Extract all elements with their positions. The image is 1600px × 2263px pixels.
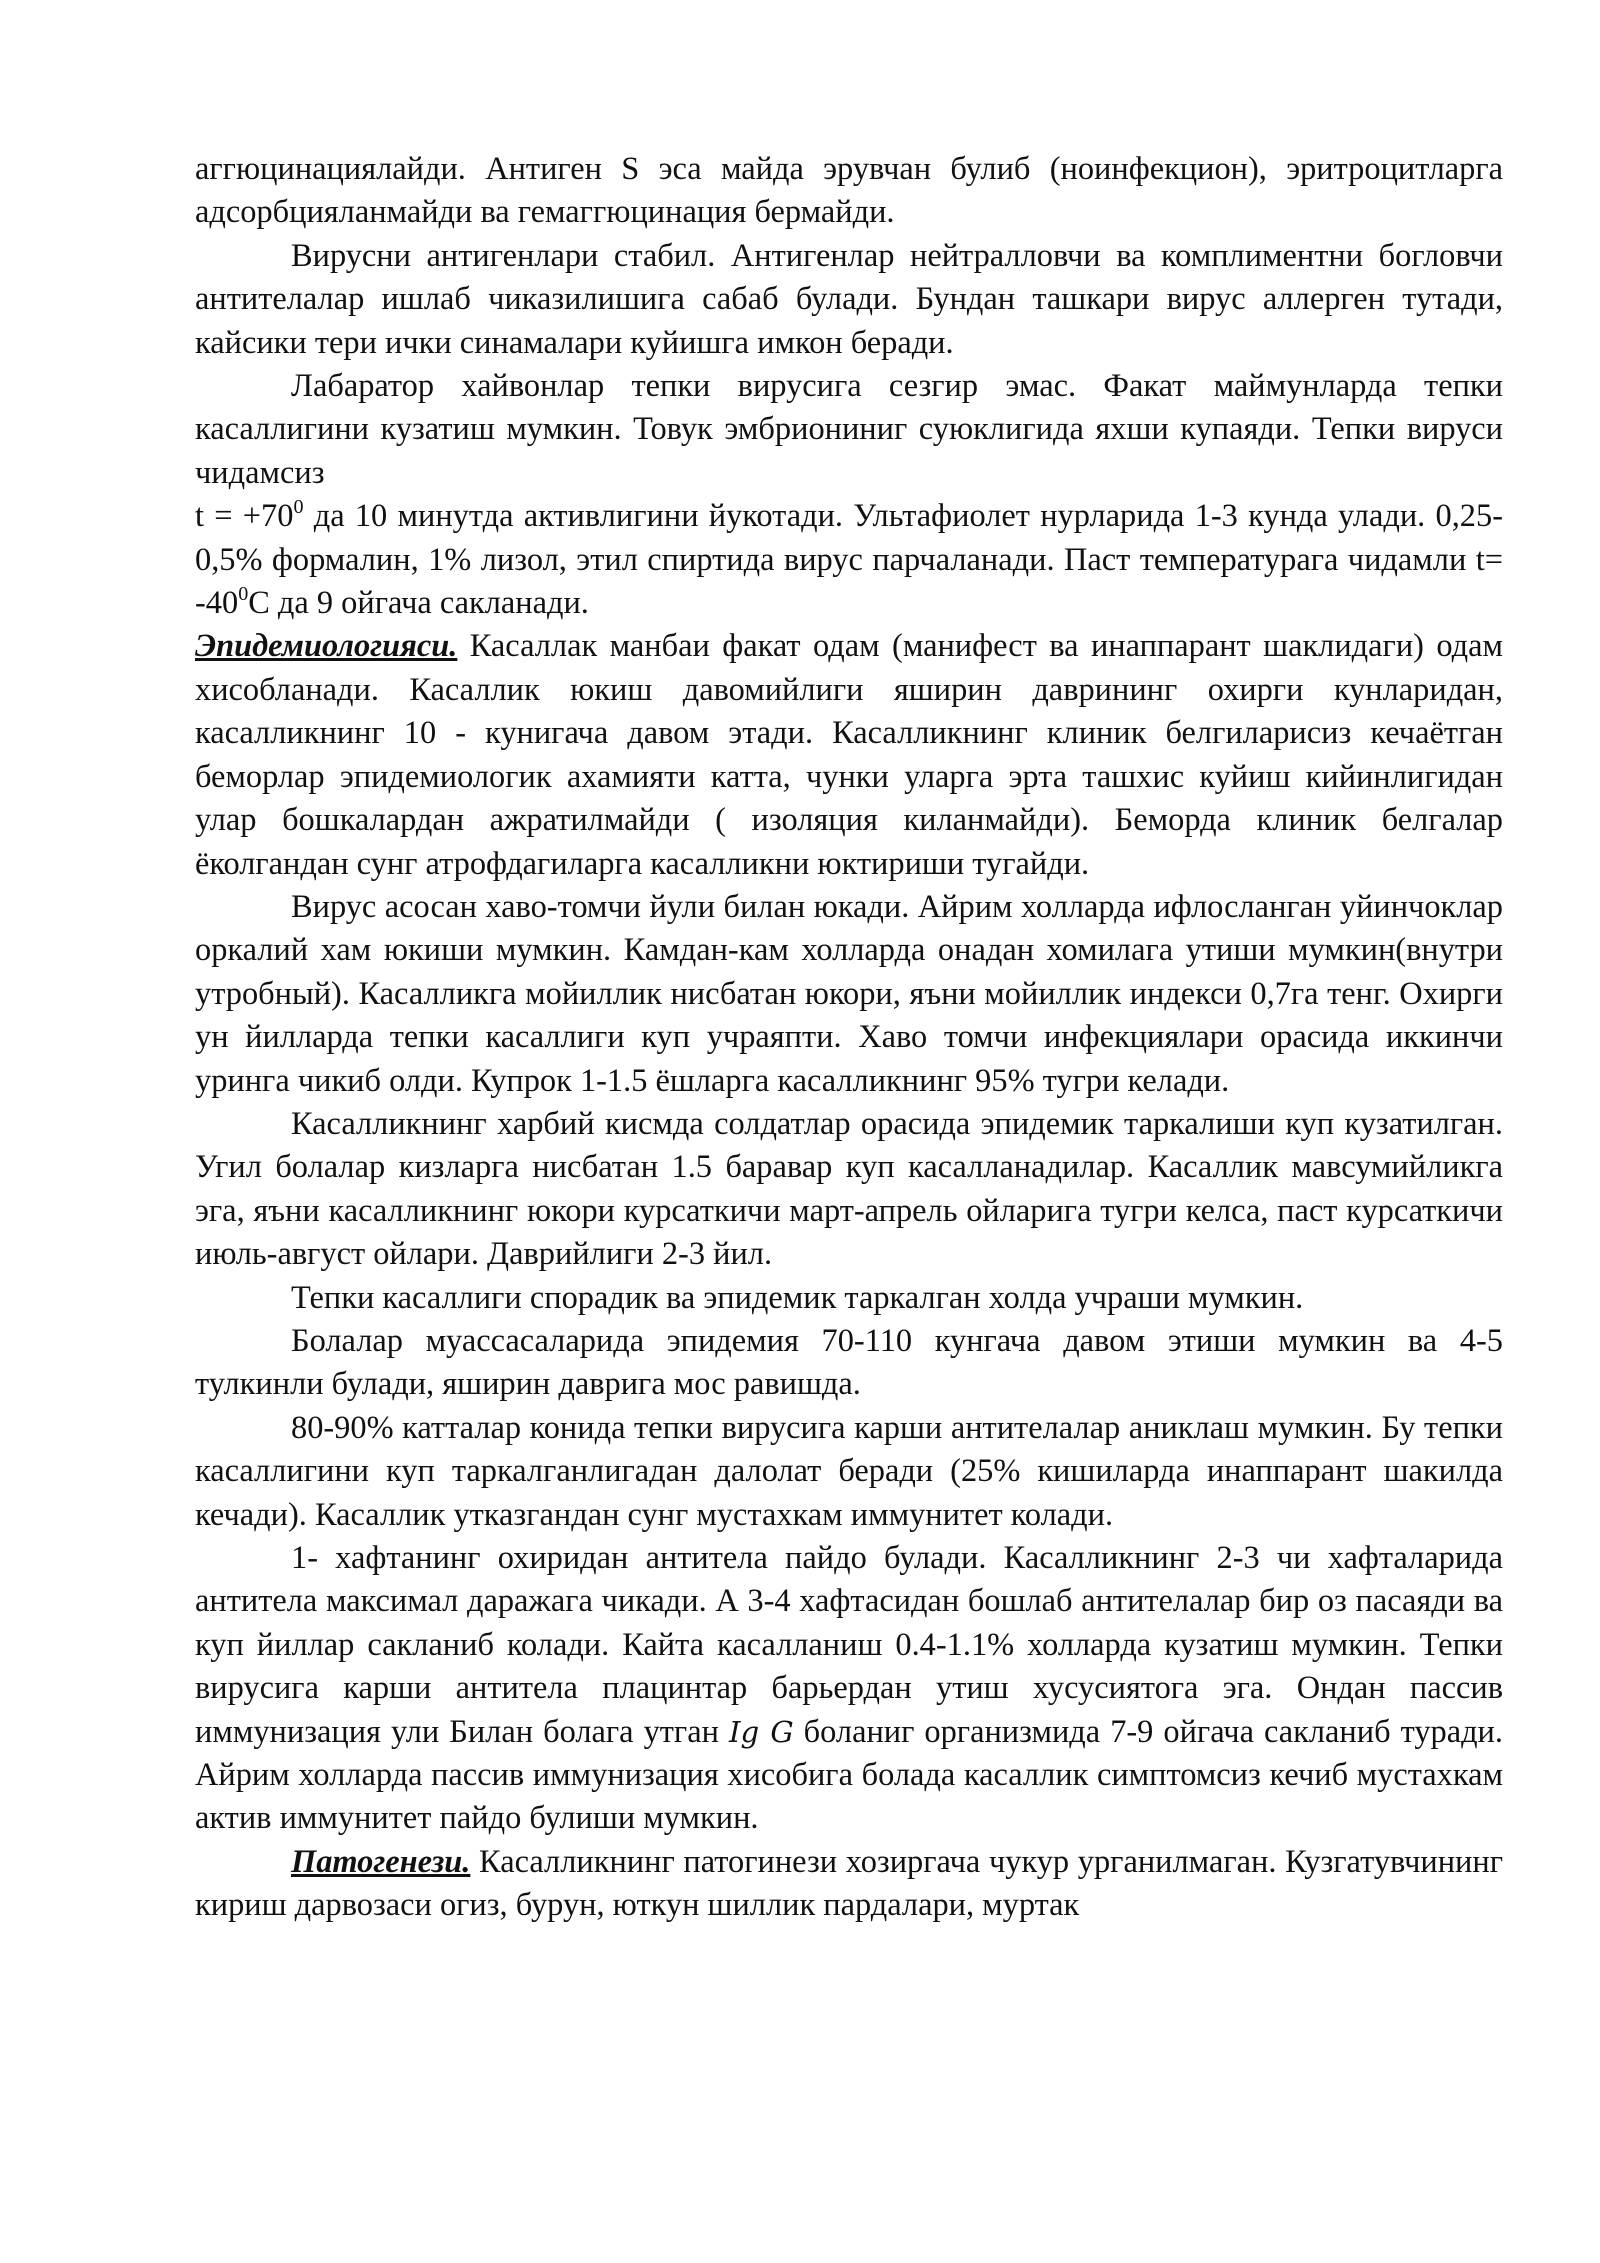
paragraph-epidemiology: Эпидемиологияси. Касаллак манбаи факат одам (манифест ва инаппарант шаклидаги) одам хисобланади. Касаллик юкиш давомийлиги яширин даврининг охирги кунларидан, касалликнинг 10 - кунигача давом этади. Касалликнинг клиник белгиларисиз кечаётган беморлар эпидемиологик ахамияти катта, чунки уларга эрта ташхис куйиш кийинлигидан улар бошкалардан ажратилмайди ( изоляция киланмайди). Беморда клиник белгалар ёколгандан сунг атрофдагиларга касалликни юктириши тугайди. <box>195 628 1503 882</box>
paragraph-pathogenesis: Патогенези. Касалликнинг патогинези хозиргача чукур урганилмаган. Кузгатувчининг кириш дарвозаси огиз, бурун, юткун шиллик пардалари, муртак <box>195 1843 1503 1924</box>
section-heading-epidemiology: Эпидемиологияси. <box>195 628 458 665</box>
immunoglobulin-label: Ig G <box>728 1714 794 1749</box>
document-body <box>195 148 1503 1928</box>
degree-superscript: 0 <box>293 496 304 519</box>
paragraph-lab-animals: Лабаратор хайвонлар тепки вирусига сезгир эмас. Факат маймунларда тепки касаллигини кузатиш мумкин. Товук эмбриониниг суюклигида яхши купаяди. Тепки вируси чидамсиз <box>195 368 1503 491</box>
paragraph-antigens: Вирусни антигенлари стабил. Антигенлар нейтралловчи ва комплиментни богловчи антителалар ишлаб чиказилишига сабаб булади. Бундан ташкари вирус аллерген тутади, кайсики тери ички синамалари куйишга имкон беради. <box>195 237 1503 361</box>
paragraph-institutions: Болалар муассасаларида эпидемия 70-110 кунгача давом этиши мумкин ва 4-5 тулкинли булади, яширин даврига мос равишда. <box>195 1322 1503 1403</box>
paragraph-transmission: Вирус асосан хаво-томчи йули билан юкади. Айрим холларда ифлосланган уйинчоклар оркалий хам юкиши мумкин. Камдан-кам холларда онадан хомилага утиши мумкин(внутри утробный). Касалликга мойиллик нисбатан юкори, яъни мойиллик индекси 0,7га тенг. Охирги ун йилларда тепки касаллиги куп учраяпти. Хаво томчи инфекциялари орасида иккинчи уринга чикиб олди. Купрок 1-1.5 ёшларга касалликнинг 95% тугри келади. <box>195 888 1503 1099</box>
paragraph-antibodies-timeline: 1- хафтанинг охиридан антитела пайдо булади. Касалликнинг 2-3 чи хафталарида антитела максимал даражага чикади. А 3-4 хафтасидан бошлаб антителалар бир оз пасаяди ва куп йиллар сакланиб колади. Кайта касалланиш 0.4-1.1% холларда кузатиш мумкин. Тепки вирусига карши антитела плацинтар барьердан утиш хусусиятога эга. Ондан пассив иммунизация ули Билан болага утган Ig G боланиг организмида 7-9 ойгача сакланиб туради. Айрим холларда пассив иммунизация хисобига болада касаллик симптомсиз кечиб мустахкам актив иммунитет пайдо булиши мумкин. <box>195 1540 1503 1837</box>
paragraph-antibodies-adults: 80-90% катталар конида тепки вирусига карши антителалар аниклаш мумкин. Бу тепки касаллигини куп таркалганлигадан далолат беради (25% кишиларда инаппарант шакилда кечади). Касаллик утказгандан сунг мустахкам иммунитет колади. <box>195 1409 1503 1533</box>
paragraph-sporadic: Тепки касаллиги спорадик ва эпидемик таркалган холда учраши мумкин. <box>291 1279 1304 1316</box>
paragraph-resistance: $t = +70^0$ да 10 минутда активлигини йукотади. Ультафиолет нурларида 1-3 кунда улади. 0,25-0,5% формалин, 1% лизол, этил спиртида вирус парчаланади. Паст температурага чидамли $t= -40^0С$ да 9 ойгача сакланади. <box>195 496 1503 622</box>
section-heading-pathogenesis: Патогенези. <box>291 1843 471 1880</box>
paragraph-military: Касалликнинг харбий кисмда солдатлар орасида эпидемик таркалиши куп кузатилган. Угил болалар кизларга нисбатан 1.5 баравар куп касалланадилар. Касаллик мавсумийликга эга, яъни касалликнинг юкори курсаткичи март-апрель ойларига тугри келса, паст курсаткичи июль-август ойлари. Даврийлиги 2-3 йил. <box>195 1105 1503 1273</box>
paragraph-antigen-s: аггюцинациялайди. Антиген S эса майда эрувчан булиб (ноинфекцион), эритроцитларга адсорбцияланмайди ва гемаггюцинация бермайди. <box>195 151 1503 231</box>
degree-superscript: 0 <box>238 583 249 606</box>
